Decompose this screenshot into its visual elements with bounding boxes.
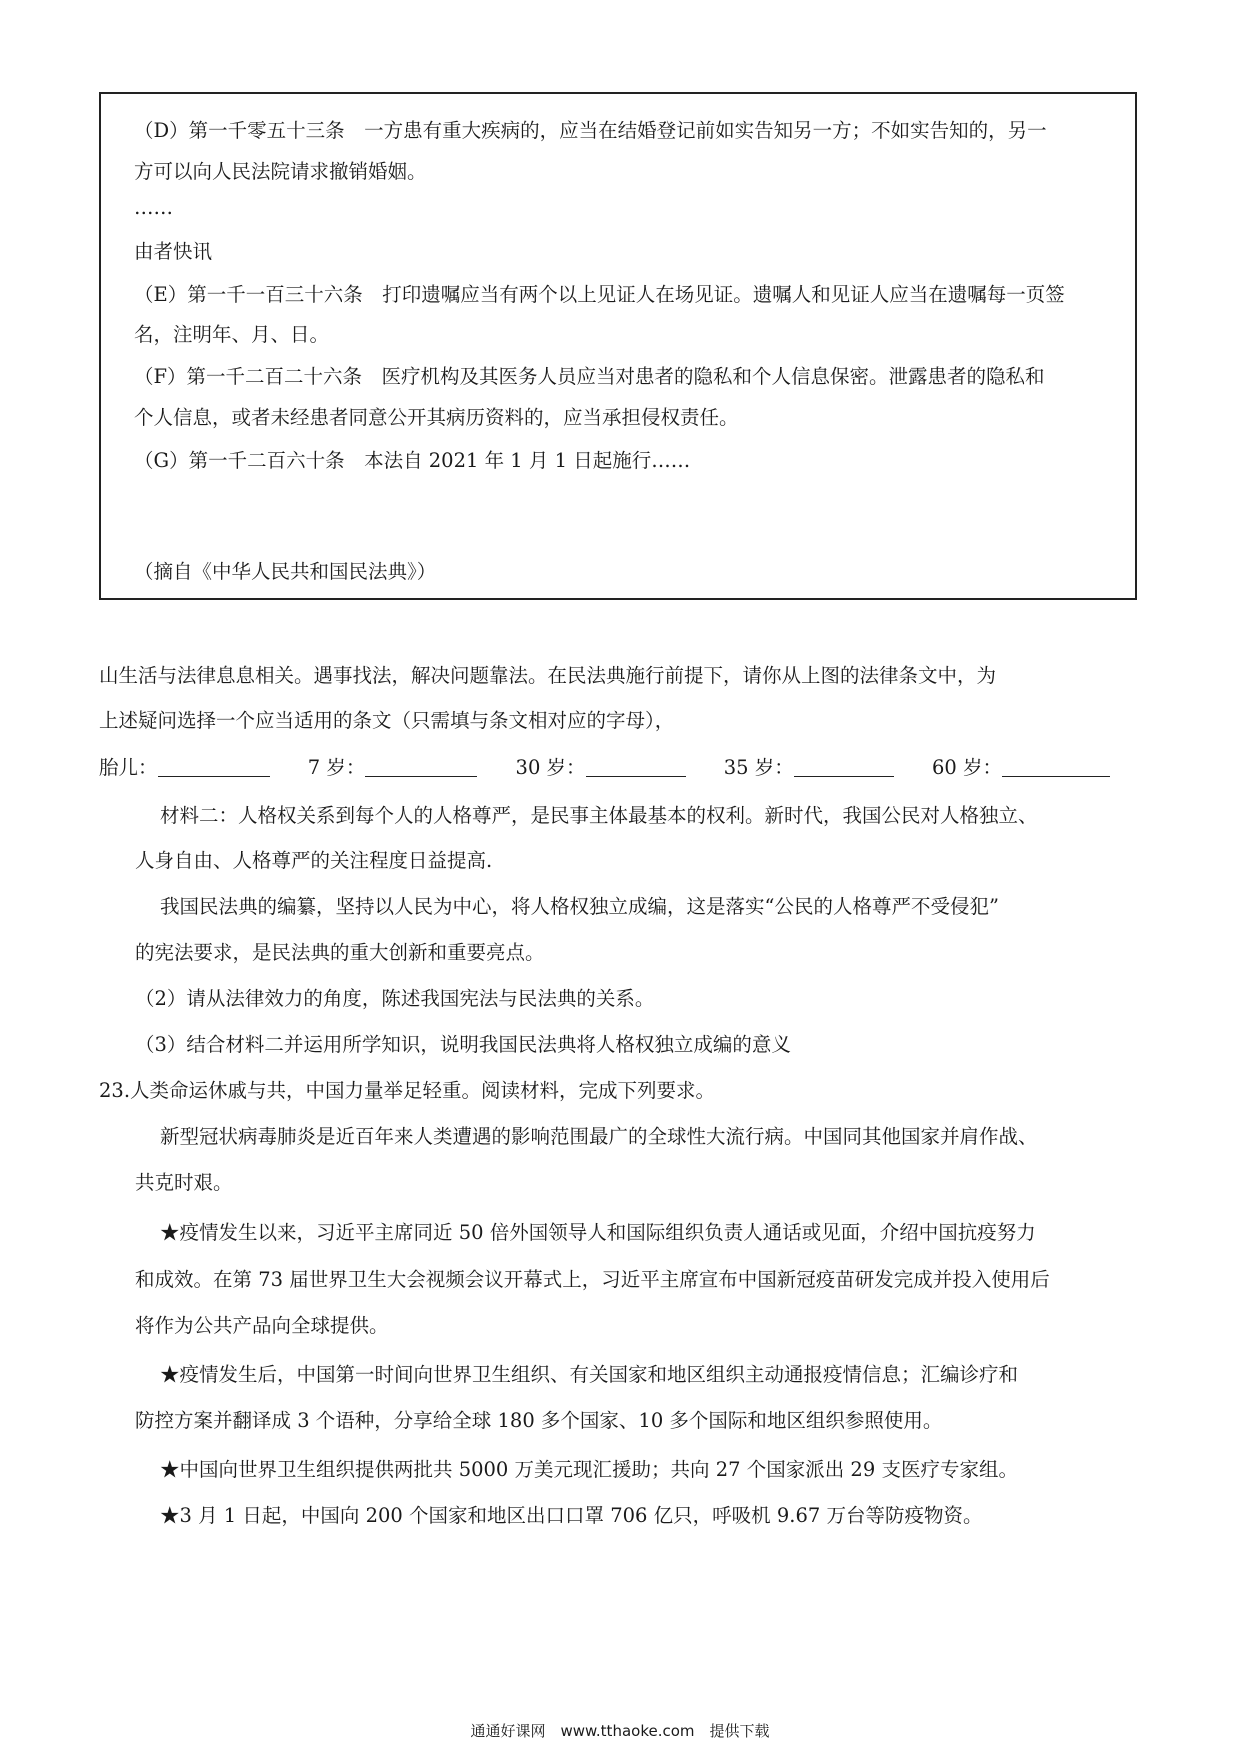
blank-label-60: 60 岁： [931, 756, 1002, 779]
material2-line-3: 我国民法典的编纂，坚持以人民为中心，将人格权独立成编，这是落实“公民的人格尊严不受侵犯” [160, 895, 999, 918]
footer-download-note: 通通好课网 www.tthaoke.com 提供下载 [470, 1722, 770, 1740]
answer-blank-row [99, 755, 1110, 781]
article-d-line-1: （D）第一千零五十三条 一方患有重大疾病的，应当在结婚登记前如实告知另一方；不如实告知的，另一 [134, 119, 1047, 142]
bullet-1-line-2: 和成效。在第 73 届世界卫生大会视频会议开幕式上，习近平主席宣布中国新冠疫苗研发完成并投入使用后 [135, 1268, 1050, 1291]
watermark-text: 由者快讯 [134, 240, 213, 263]
article-e-line-2: 名，注明年、月、日。 [134, 323, 330, 346]
ellipsis: …… [134, 196, 173, 219]
material2-line-4: 的宪法要求，是民法典的重大创新和重要亮点。 [135, 941, 545, 964]
question-23-title: 23.人类命运休戚与共，中国力量举足轻重。阅读材料，完成下列要求。 [99, 1079, 716, 1102]
blank-30[interactable] [586, 756, 686, 777]
q23-intro-line-2: 共克时艰。 [135, 1171, 233, 1194]
bullet-3: ★中国向世界卫生组织提供两批共 5000 万美元现汇援助；共向 27 个国家派出 29 支医疗专家组。 [160, 1458, 1018, 1481]
article-f-line-1: （F）第一千二百二十六条 医疗机构及其医务人员应当对患者的隐私和个人信息保密。泄露患者的隐私和 [134, 365, 1045, 388]
blank-label-7: 7 岁： [307, 756, 366, 779]
blank-35[interactable] [794, 756, 894, 777]
question-2: （2）请从法律效力的角度，陈述我国宪法与民法典的关系。 [135, 987, 655, 1010]
q23-intro-line-1: 新型冠状病毒肺炎是近百年来人类遭遇的影响范围最广的全球性大流行病。中国同其他国家并肩作战、 [160, 1125, 1038, 1148]
blank-fetus[interactable] [158, 756, 270, 777]
article-g: （G）第一千二百六十条 本法自 2021 年 1 月 1 日起施行…… [134, 449, 691, 472]
material2-line-2: 人身自由、人格尊严的关注程度日益提高. [135, 849, 493, 872]
law-excerpt-box [99, 92, 1137, 600]
blank-60[interactable] [1002, 756, 1110, 777]
article-e-line-1: （E）第一千一百三十六条 打印遗嘱应当有两个以上见证人在场见证。遗嘱人和见证人应当在遗嘱每一页签 [134, 283, 1065, 306]
source-citation: （摘自《中华人民共和国民法典》） [134, 560, 437, 583]
material2-line-1: 材料二：人格权关系到每个人的人格尊严，是民事主体最基本的权利。新时代，我国公民对人格独立、 [160, 804, 1038, 827]
question-3: （3）结合材料二并运用所学知识，说明我国民法典将人格权独立成编的意义 [135, 1033, 791, 1056]
bullet-1-line-1: ★疫情发生以来，习近平主席同近 50 倍外国领导人和国际组织负责人通话或见面，介绍中国抗疫努力 [160, 1221, 1036, 1244]
blank-label-35: 35 岁： [723, 756, 794, 779]
question-intro-line-1: 山生活与法律息息相关。遇事找法，解决问题靠法。在民法典施行前提下，请你从上图的法律条文中，为 [99, 664, 997, 687]
question-intro-line-2: 上述疑问选择一个应当适用的条文（只需填与条文相对应的字母）， [99, 709, 675, 732]
blank-label-fetus: 胎儿： [99, 756, 158, 779]
article-f-line-2: 个人信息，或者未经患者同意公开其病历资料的，应当承担侵权责任。 [134, 406, 739, 429]
blank-label-30: 30 岁： [515, 756, 586, 779]
article-d-line-2: 方可以向人民法院请求撤销婚姻。 [134, 160, 427, 183]
bullet-2-line-2: 防控方案并翻译成 3 个语种，分享给全球 180 多个国家、10 多个国际和地区组织参照使用。 [135, 1409, 943, 1432]
blank-7[interactable] [365, 756, 477, 777]
bullet-1-line-3: 将作为公共产品向全球提供。 [135, 1314, 389, 1337]
bullet-4: ★3 月 1 日起，中国向 200 个国家和地区出口口罩 706 亿只，呼吸机 9.67 万台等防疫物资。 [160, 1504, 983, 1527]
bullet-2-line-1: ★疫情发生后，中国第一时间向世界卫生组织、有关国家和地区组织主动通报疫情信息；汇编诊疗和 [160, 1363, 1019, 1386]
